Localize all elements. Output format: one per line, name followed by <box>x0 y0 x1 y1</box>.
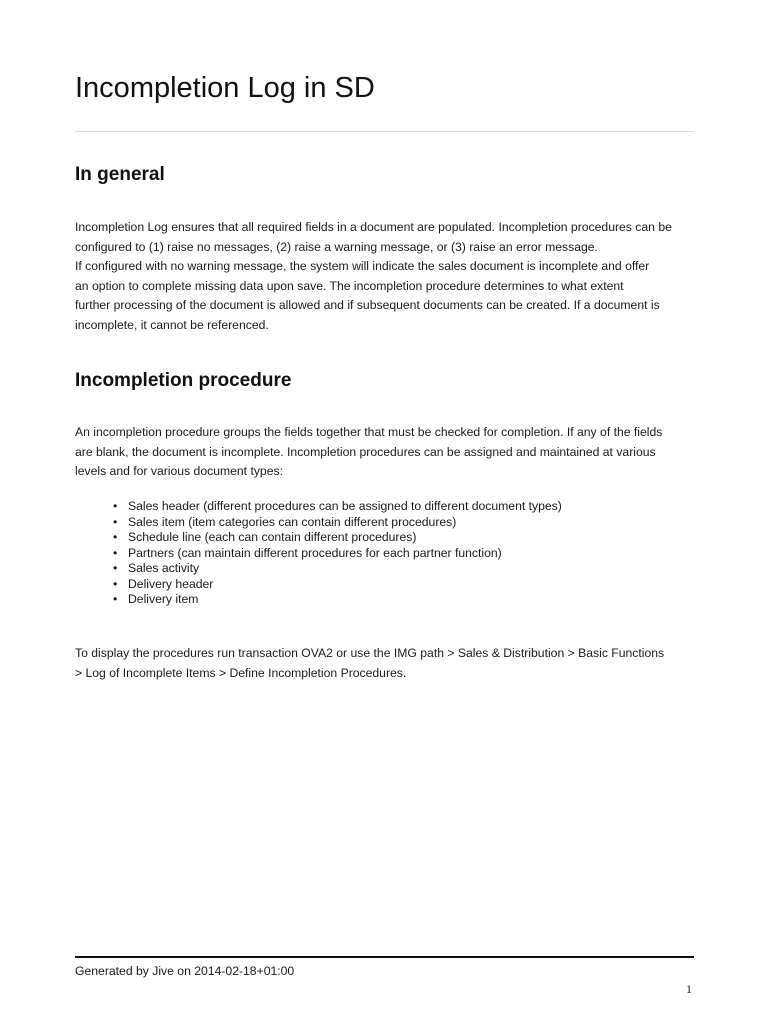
title-divider <box>75 131 694 132</box>
paragraph-line: If configured with no warning message, the system will indicate the sales document is incomplete and offer <box>75 259 650 273</box>
page-number: 1 <box>686 982 692 996</box>
footer-generated-text: Generated by Jive on 2014-02-18+01:00 <box>75 964 295 978</box>
list-item <box>75 530 562 546</box>
list-item-text: Sales activity <box>128 561 200 575</box>
paragraph-line: are blank, the document is incomplete. Incompletion procedures can be assigned and maintained at various <box>75 444 656 459</box>
bullet-icon: • <box>113 576 118 591</box>
procedure-levels-list <box>75 499 562 608</box>
paragraph-in-general <box>75 218 715 335</box>
section-heading-in-general: In general <box>75 164 165 185</box>
list-item <box>75 499 562 515</box>
bullet-icon: • <box>113 514 118 529</box>
paragraph-line: To display the procedures run transaction OVA2 or use the IMG path > Sales & Distribution > Basic Functions <box>75 646 665 660</box>
bullet-icon: • <box>113 592 118 606</box>
bullet-icon: • <box>113 499 118 513</box>
paragraph-incompletion-procedure <box>75 423 715 482</box>
bullet-icon: • <box>113 561 118 575</box>
bullet-icon: • <box>113 530 118 544</box>
list-item <box>75 515 562 531</box>
paragraph-line: An incompletion procedure groups the fields together that must be checked for completion. If any of the fields <box>75 425 663 439</box>
section-heading-incompletion-procedure: Incompletion procedure <box>75 370 292 391</box>
list-item <box>75 561 562 577</box>
paragraph-line: Incompletion Log ensures that all required fields in a document are populated. Incompletion procedures can be <box>75 220 672 234</box>
list-item-text: Delivery item <box>128 592 199 606</box>
list-item-text: Sales item (item categories can contain different procedures) <box>128 514 457 529</box>
list-item-text: Schedule line (each can contain different procedures) <box>128 530 417 544</box>
list-item <box>75 577 562 593</box>
paragraph-line: > Log of Incomplete Items > Define Incompletion Procedures. <box>75 665 407 680</box>
bullet-icon: • <box>113 545 118 560</box>
paragraph-line: further processing of the document is allowed and if subsequent documents can be created. If a document is <box>75 298 660 312</box>
paragraph-line: an option to complete missing data upon save. The incompletion procedure determines to what extent <box>75 278 624 293</box>
paragraph-line: incomplete, it cannot be referenced. <box>75 317 269 332</box>
paragraph-line: levels and for various document types: <box>75 464 283 478</box>
page-title: Incompletion Log in SD <box>75 72 375 104</box>
list-item-text: Delivery header <box>128 576 214 591</box>
list-item <box>75 592 562 608</box>
list-item <box>75 546 562 562</box>
list-item-text: Sales header (different procedures can be assigned to different document types) <box>128 499 562 513</box>
paragraph-display-procedures <box>75 644 715 683</box>
paragraph-line: configured to (1) raise no messages, (2) raise a warning message, or (3) raise an error message. <box>75 239 598 254</box>
list-item-text: Partners (can maintain different procedures for each partner function) <box>128 545 502 560</box>
footer-divider <box>75 956 694 958</box>
